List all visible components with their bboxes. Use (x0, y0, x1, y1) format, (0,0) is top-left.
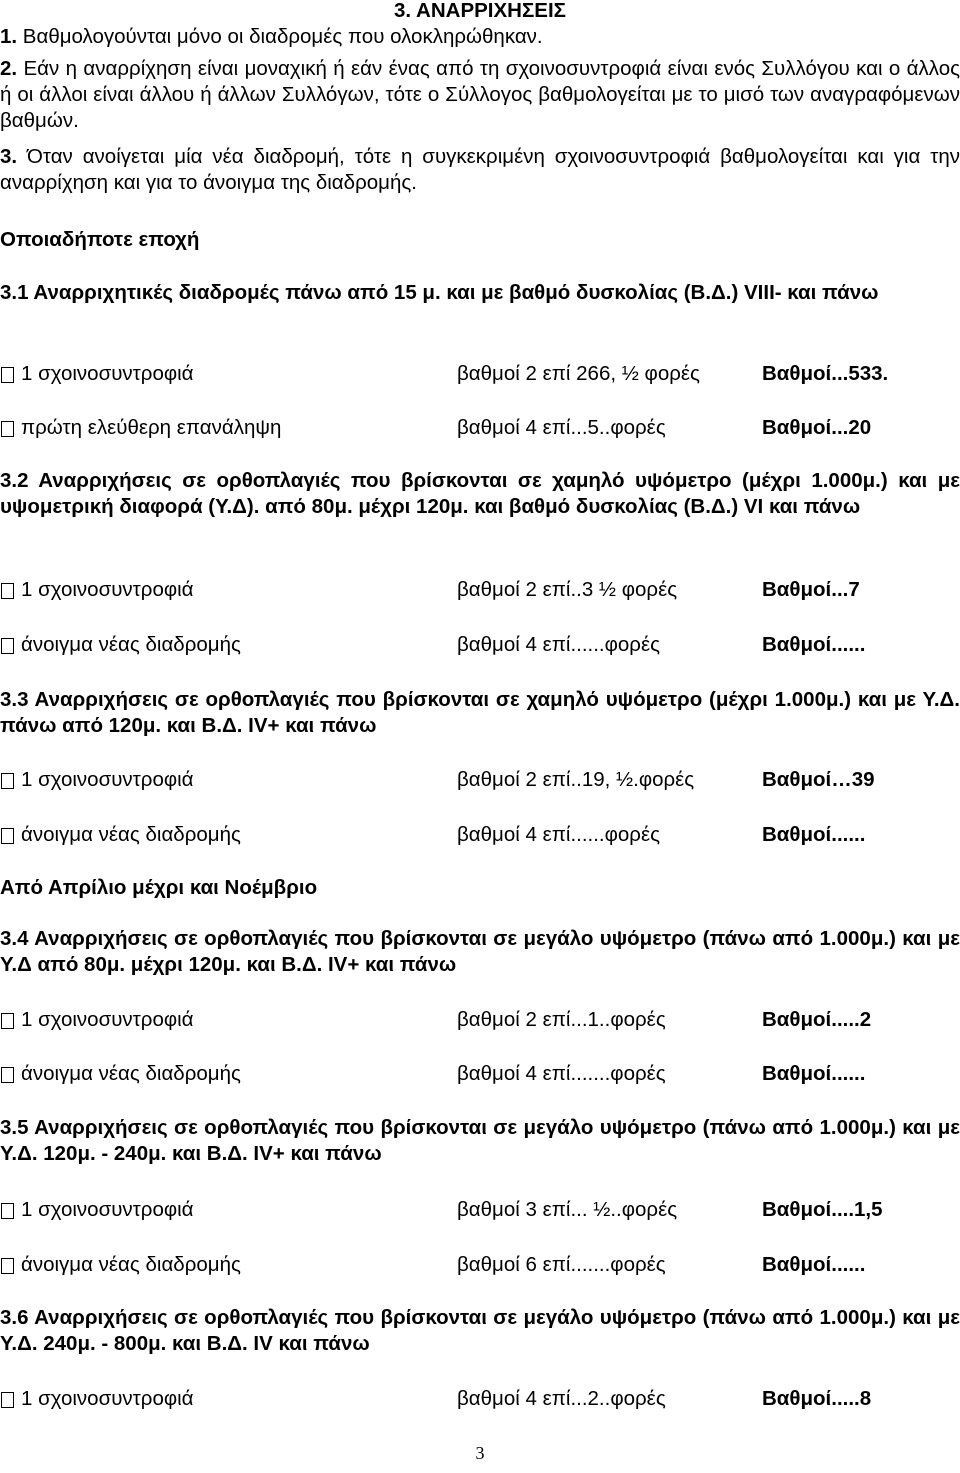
section-heading-3-3: 3.3 Αναρριχήσεις σε ορθοπλαγιές που βρίσκονται σε χαμηλό υψόμετρο (μέχρι 1.000μ.) και με Υ.Δ. πάνω από 120μ. και Β.Δ. IV+ και πάνω (0, 688, 960, 737)
score-row-item: 1 σχοινοσυντροφιά (21, 362, 194, 385)
score-row-item: άνοιγμα νέας διαδρομής (21, 1062, 241, 1085)
score-row-item: άνοιγμα νέας διαδρομής (21, 823, 241, 846)
score-row-item: 1 σχοινοσυντροφιά (21, 578, 194, 601)
score-row-item: πρώτη ελεύθερη επανάληψη (21, 416, 282, 439)
score-row-points: Βαθμοί...7 (762, 578, 860, 601)
rule-3-text: Όταν ανοίγεται μία νέα διαδρομή, τότε η συγκεκριμένη σχοινοσυντροφιά βαθμολογείται και για την αναρρίχηση και για το άνοιγμα της διαδρομής. (0, 145, 960, 194)
score-row-points: Βαθμοί...... (762, 1062, 866, 1085)
section-heading-3-6: 3.6 Αναρριχήσεις σε ορθοπλαγιές που βρίσκονται σε μεγάλο υψόμετρο (πάνω από 1.000μ.) και με Υ.Δ. 240μ. - 800μ. και Β.Δ. IV και πάνω (0, 1306, 960, 1355)
score-row-item: άνοιγμα νέας διαδρομής (21, 1253, 241, 1276)
score-row (0, 361, 960, 387)
section-heading-3-4: 3.4 Αναρριχήσεις σε ορθοπλαγιές που βρίσκονται σε μεγάλο υψόμετρο (πάνω από 1.000μ.) και με Υ.Δ από 80μ. μέχρι 120μ. και Β.Δ. IV+ και πάνω (0, 927, 960, 976)
score-row-points: Βαθμοί....1,5 (762, 1198, 883, 1221)
score-row (0, 1197, 960, 1223)
score-row-points: Βαθμοί…39 (762, 768, 875, 791)
score-row (0, 822, 960, 848)
score-row-points: Βαθμοί.....8 (762, 1387, 872, 1410)
score-row-formula: βαθμοί 4 επί...5..φορές (457, 416, 666, 439)
score-row-points: Βαθμοί...... (762, 1253, 866, 1276)
rule-3-number: 3. (0, 145, 18, 168)
score-row (0, 415, 960, 441)
rule-2-number: 2. (0, 57, 18, 80)
rule-2-text: Εάν η αναρρίχηση είναι μοναχική ή εάν ένας από τη σχοινοσυντροφιά είναι ενός Συλλόγου και ο άλλος ή οι άλλοι είναι άλλου ή άλλων Συλλόγων, τότε ο Σύλλογος βαθμολογείται με το μισό των αναγραφόμενων βαθμών. (0, 57, 960, 132)
season-heading-apr-nov: Από Απρίλιο μέχρι και Νοέμβριο (0, 876, 318, 899)
rule-3 (0, 144, 960, 196)
score-row-formula: βαθμοί 3 επί... ½..φορές (457, 1198, 678, 1221)
score-row (0, 1252, 960, 1278)
page-number: 3 (475, 1443, 485, 1463)
score-row-formula: βαθμοί 4 επί.......φορές (457, 1062, 666, 1085)
score-row-item: 1 σχοινοσυντροφιά (21, 1198, 194, 1221)
score-row-formula: βαθμοί 2 επί...1..φορές (457, 1008, 666, 1031)
score-row-formula: βαθμοί 2 επί 266, ½ φορές (457, 362, 700, 385)
score-row-formula: βαθμοί 4 επί......φορές (457, 823, 660, 846)
score-row (0, 1061, 960, 1087)
rule-1 (0, 24, 960, 50)
score-row-item: 1 σχοινοσυντροφιά (21, 1387, 194, 1410)
season-heading-any: Οποιαδήποτε εποχή (0, 228, 200, 251)
page-title: 3. ΑΝΑΡΡΙΧΗΣΕΙΣ (394, 0, 566, 22)
score-row-formula: βαθμοί 6 επί.......φορές (457, 1253, 666, 1276)
score-row (0, 767, 960, 793)
score-row-formula: βαθμοί 4 επί...2..φορές (457, 1387, 666, 1410)
score-row (0, 1386, 960, 1412)
score-row-points: Βαθμοί...... (762, 633, 866, 656)
rule-2 (0, 56, 960, 134)
score-row-points: Βαθμοί...20 (762, 416, 872, 439)
score-row-points: Βαθμοί.....2 (762, 1008, 872, 1031)
score-row-formula: βαθμοί 2 επί..19, ½.φορές (457, 768, 695, 791)
section-heading-3-1: 3.1 Αναρριχητικές διαδρομές πάνω από 15 μ. και με βαθμό δυσκολίας (Β.Δ.) VIII- και πάνω (0, 281, 879, 304)
score-row (0, 1007, 960, 1033)
score-row-item: 1 σχοινοσυντροφιά (21, 1008, 194, 1031)
section-heading-3-2: 3.2 Αναρριχήσεις σε ορθοπλαγιές που βρίσκονται σε χαμηλό υψόμετρο (μέχρι 1.000μ.) και με υψομετρική διαφορά (Υ.Δ). από 80μ. μέχρι 120μ. και βαθμό δυσκολίας (Β.Δ.) VI και πάνω (0, 469, 960, 518)
score-row-formula: βαθμοί 2 επί..3 ½ φορές (457, 578, 678, 601)
rule-1-text: Βαθμολογούνται μόνο οι διαδρομές που ολοκληρώθηκαν. (17, 25, 543, 48)
score-row-item: άνοιγμα νέας διαδρομής (21, 633, 241, 656)
score-row (0, 632, 960, 658)
score-row-formula: βαθμοί 4 επί......φορές (457, 633, 660, 656)
rule-1-number: 1. (0, 25, 18, 48)
section-heading-3-5: 3.5 Αναρριχήσεις σε ορθοπλαγιές που βρίσκονται σε μεγάλο υψόμετρο (πάνω από 1.000μ.) και με Υ.Δ. 120μ. - 240μ. και Β.Δ. IV+ και πάνω (0, 1116, 960, 1165)
score-row-points: Βαθμοί...... (762, 823, 866, 846)
score-row (0, 577, 960, 603)
score-row-points: Βαθμοί...533. (762, 362, 889, 385)
score-row-item: 1 σχοινοσυντροφιά (21, 768, 194, 791)
